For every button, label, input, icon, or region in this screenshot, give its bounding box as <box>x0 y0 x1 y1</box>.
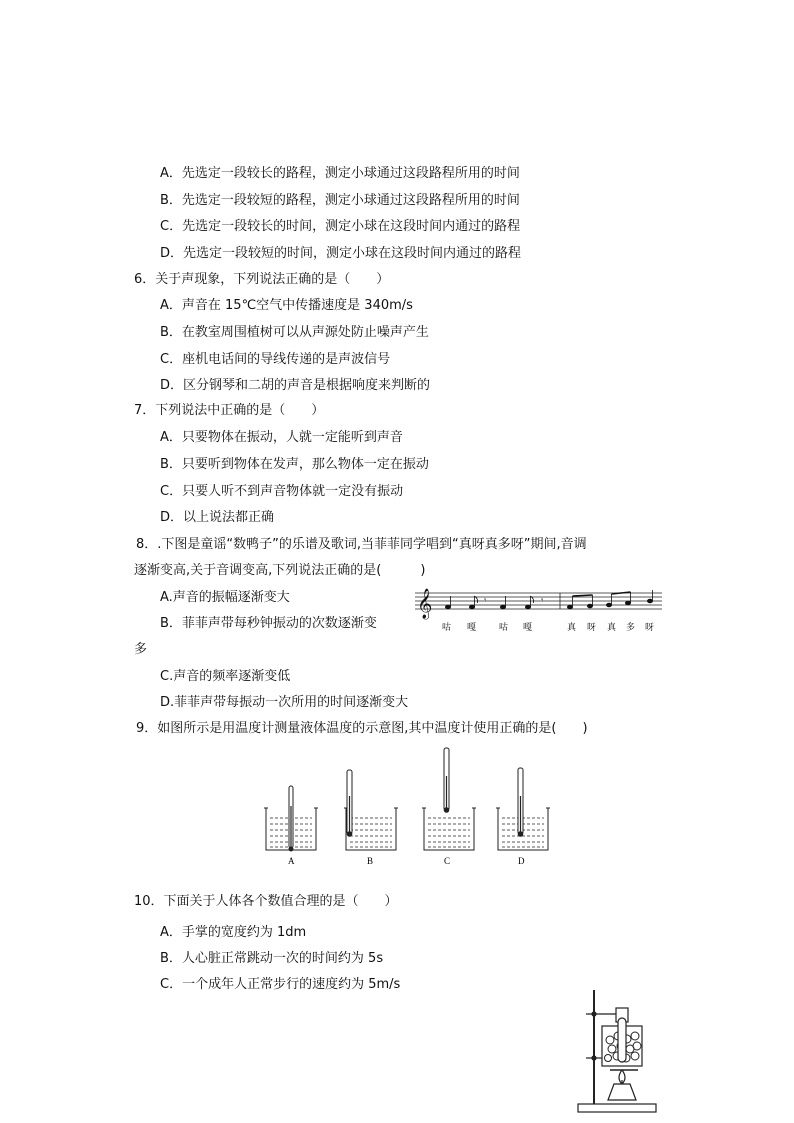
q5-option-d: D．先选定一段较短的时间，测定小球在这段时间内通过的路程 <box>160 246 522 261</box>
label-d: D <box>518 856 525 866</box>
burner <box>608 1084 636 1100</box>
stand-base <box>578 1104 656 1112</box>
treble-clef-icon: 𝄞 <box>417 589 433 619</box>
q5-option-c: C．先选定一段较长的时间，测定小球在这段时间内通过的路程 <box>160 219 521 234</box>
q9-stem: 9．如图所示是用温度计测量液体温度的示意图,其中温度计使用正确的是( ) <box>136 721 588 736</box>
svg-text:𝄾: 𝄾 <box>541 596 544 606</box>
q6-option-c: C．座机电话间的导线传递的是声波信号 <box>160 352 391 367</box>
q10-option-c: C．一个成年人正常步行的速度约为 5m/s <box>160 977 401 992</box>
lyric: 嘎 <box>523 623 533 633</box>
q7-option-a: A．只要物体在振动，人就一定能听到声音 <box>160 430 403 445</box>
test-tube <box>618 1018 626 1062</box>
q6-option-b: B．在教室周围植树可以从声源处防止噪声产生 <box>160 325 429 340</box>
lyric: 真 <box>567 623 577 633</box>
beaker-c <box>422 748 476 850</box>
q6-option-d: D．区分钢琴和二胡的声音是根据响度来判断的 <box>160 378 431 393</box>
q6-stem: 6．关于声现象，下列说法正确的是（ ） <box>134 272 390 287</box>
label-a: A <box>288 856 295 866</box>
q8-option-a: A.声音的振幅逐渐变大 <box>160 590 290 605</box>
lyric: 多 <box>626 623 636 633</box>
lab-apparatus-figure <box>572 988 662 1116</box>
q7-option-c: C．只要人听不到声音物体就一定没有振动 <box>160 484 404 499</box>
q8-option-b-line2: 多 <box>134 642 148 657</box>
lyric: 呀 <box>645 623 655 633</box>
q8-stem-line2: 逐渐变高,关于音调变高,下列说法正确的是( ) <box>134 563 426 578</box>
q7-option-b: B．只要听到物体在发声，那么物体一定在振动 <box>160 457 429 472</box>
q8-option-d: D.菲菲声带每振动一次所用的时间逐渐变大 <box>160 695 409 710</box>
label-b: B <box>367 856 374 866</box>
lyric: 嘎 <box>467 623 477 633</box>
q8-option-b-line1: B．菲菲声带每秒钟振动的次数逐渐变 <box>160 616 377 631</box>
thermometer-figure <box>262 746 552 868</box>
q10-option-b: B．人心脏正常跳动一次的时间约为 5s <box>160 951 384 966</box>
beaker-d <box>496 768 550 850</box>
q10-stem: 10．下面关于人体各个数值合理的是（ ） <box>134 894 398 909</box>
beaker-a <box>264 786 318 851</box>
q5-option-a: A．先选定一段较长的路程，测定小球通过这段路程所用的时间 <box>160 166 520 181</box>
lyric: 咕 <box>499 623 509 633</box>
q5-option-b: B．先选定一段较短的路程，测定小球通过这段路程所用的时间 <box>160 193 520 208</box>
q8-option-c: C.声音的频率逐渐变低 <box>160 669 291 684</box>
lyric: 咕 <box>442 623 452 633</box>
staff-lines <box>415 593 662 609</box>
q6-option-a: A．声音在 15℃空气中传播速度是 340m/s <box>160 298 413 313</box>
q7-option-d: D．以上说法都正确 <box>160 510 275 525</box>
q10-option-a: A．手掌的宽度约为 1dm <box>160 925 307 940</box>
svg-text:𝄾: 𝄾 <box>484 596 487 606</box>
lyric: 真 <box>607 623 617 633</box>
q8-stem-line1: 8．.下图是童谣“数鸭子”的乐谱及歌词,当菲菲同学唱到“真呀真多呀”期间,音调 <box>136 537 587 552</box>
music-score-figure <box>410 588 665 636</box>
q7-stem: 7．下列说法中正确的是（ ） <box>134 403 325 418</box>
lyrics <box>442 621 654 633</box>
beaker-b <box>344 770 398 850</box>
lyric: 呀 <box>587 623 597 633</box>
label-c: C <box>444 856 451 866</box>
